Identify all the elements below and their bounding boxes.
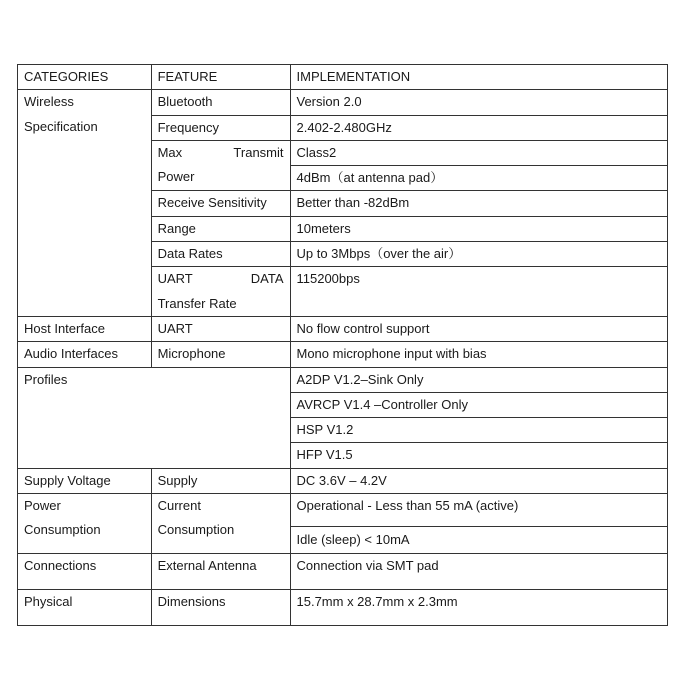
table-row <box>18 342 668 367</box>
value-power-operational: Operational - Less than 55 mA (active) <box>290 494 668 527</box>
value-profile: HSP V1.2 <box>290 418 668 443</box>
feature-power <box>151 494 290 554</box>
feature-physical: Dimensions <box>151 590 290 626</box>
category-line: Wireless <box>24 94 74 110</box>
feature-line: Transfer Rate <box>157 295 237 311</box>
spec-table <box>17 64 668 626</box>
feature-connections: External Antenna <box>151 554 290 590</box>
feature-uart-rate <box>151 267 290 317</box>
category-line: Power <box>24 498 61 514</box>
value-audio: Mono microphone input with bias <box>290 342 668 367</box>
value-range: 10meters <box>290 216 668 241</box>
table-header-row <box>18 65 668 90</box>
feature-sensitivity: Receive Sensitivity <box>151 191 290 216</box>
header-feature: FEATURE <box>151 65 290 90</box>
category-wireless <box>18 90 152 317</box>
value-profile: HFP V1.5 <box>290 443 668 468</box>
feature-range: Range <box>151 216 290 241</box>
value-supply: DC 3.6V – 4.2V <box>290 468 668 493</box>
category-audio: Audio Interfaces <box>18 342 152 367</box>
table-row <box>18 468 668 493</box>
value-power-dbm: 4dBm（at antenna pad） <box>290 166 668 191</box>
table-row <box>18 590 668 626</box>
header-implementation: IMPLEMENTATION <box>290 65 668 90</box>
feature-word: DATA <box>250 271 284 287</box>
table-row <box>18 316 668 341</box>
value-profile: AVRCP V1.4 –Controller Only <box>290 392 668 417</box>
feature-word: Max <box>157 144 183 160</box>
category-host: Host Interface <box>18 316 152 341</box>
value-uart-rate: 115200bps <box>290 267 668 317</box>
category-line: Specification <box>24 118 98 134</box>
value-data-rates: Up to 3Mbps（over the air） <box>290 242 668 267</box>
feature-line <box>158 141 284 165</box>
value-connections: Connection via SMT pad <box>290 554 668 590</box>
value-profile: A2DP V1.2–Sink Only <box>290 367 668 392</box>
category-profiles: Profiles <box>18 367 291 468</box>
category-supply: Supply Voltage <box>18 468 152 493</box>
feature-audio: Microphone <box>151 342 290 367</box>
value-power-class: Class2 <box>290 140 668 165</box>
feature-supply: Supply <box>151 468 290 493</box>
category-connections: Connections <box>18 554 152 590</box>
value-bluetooth: Version 2.0 <box>290 90 668 115</box>
feature-word: Transmit <box>233 144 284 160</box>
feature-line: Power <box>157 169 195 185</box>
value-power-idle: Idle (sleep) < 10mA <box>290 527 668 554</box>
category-physical: Physical <box>18 590 152 626</box>
feature-frequency: Frequency <box>151 115 290 140</box>
value-frequency: 2.402-2.480GHz <box>290 115 668 140</box>
feature-line <box>158 267 284 291</box>
value-physical: 15.7mm x 28.7mm x 2.3mm <box>290 590 668 626</box>
feature-host: UART <box>151 316 290 341</box>
category-line: Consumption <box>24 522 101 538</box>
table-row <box>18 367 668 392</box>
feature-line: Consumption <box>157 522 235 538</box>
table-row <box>18 554 668 590</box>
category-power <box>18 494 152 554</box>
header-categories: CATEGORIES <box>18 65 152 90</box>
feature-max-transmit-power <box>151 140 290 191</box>
feature-data-rates: Data Rates <box>151 242 290 267</box>
table-row <box>18 90 668 115</box>
value-sensitivity: Better than -82dBm <box>290 191 668 216</box>
value-host: No flow control support <box>290 316 668 341</box>
feature-line: Current <box>157 498 201 514</box>
feature-word: UART <box>157 271 193 287</box>
feature-bluetooth: Bluetooth <box>151 90 290 115</box>
table-row <box>18 494 668 527</box>
